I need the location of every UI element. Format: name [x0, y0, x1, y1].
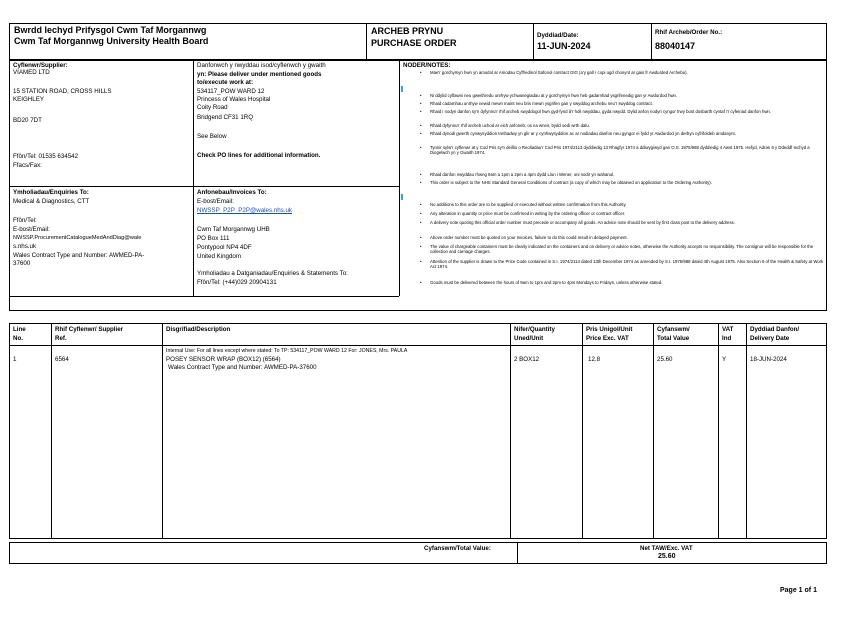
enquiries-email-line[interactable]: s.nhs.uk [13, 243, 37, 250]
enquiries-email-label: E-bost/Email: [13, 226, 50, 233]
note-item: • Any alteration in quantity or price must be confirmed in writing by the ordering officer or contract officer. [404, 211, 824, 217]
supplier-line: KEIGHLEY [13, 96, 44, 103]
invoices-email-label: E-bost/Email: [197, 198, 234, 205]
section-marker [401, 194, 403, 200]
col-header-total: Total Value [657, 335, 690, 342]
delivery-line: See Below [197, 133, 227, 140]
col-header-unit-price: Pris Unigol/Unit [586, 326, 633, 333]
note-item: • Rhaid cadarnhau unrhyw newid mewn maint neu bris mewn ysgrifen gan y swyddog archebu neu'r swyddog contract. [404, 101, 824, 107]
note-text: Any alteration in quantity or price must be confirmed in writing by the ordering officer or contract officer. [430, 211, 626, 216]
page-number: Page 1 of 1 [780, 587, 817, 594]
supplier-label: Cyflenwr/Supplier: [13, 62, 68, 69]
line-items-table [9, 323, 827, 539]
cell-delivery: 18-JUN-2024 [750, 356, 787, 363]
note-item: • Tynnir sylw'r cyflenwr at y Cod Pris sy'n deillio o Reoliadau'r Cod Pris 1974/2113 dyddiedig 13 Rhagfyr 1974 a ddiwygiwyd gan O.S. 1975/988 dyddiedig 4 Awst 1975. Hefyd, Adran 6 y Ddeddf Iechyd a Diogelwch yn y Gwaith 1974. [404, 145, 824, 156]
order-no-value: 88040147 [655, 41, 696, 51]
total-label: Cyfanswm/Total Value: [424, 545, 491, 552]
note-text: Above order number must be quoted on your invoices, failure to do this could result in delayed payment. [430, 235, 628, 240]
note-text: Attention of the supplier is drawn to the Price Code contained in S.I. 1974/2113 dated 13th December 1974 as amended by S.I. 1975/988 dated 4th August 1975. Also Section 6 of the Health & Safety at Work Act 1974. [430, 259, 824, 270]
note-item: • Rhaid dynodi gwerth cynwysyddion trethadwy yn glir ar y cynhwysyddion ac ar nodiadau danfon neu gyngor ei fydd yr Awdurdod yn derbyn cyfrifoldeb amdanynt. [404, 131, 824, 142]
note-text: Rhaid dyfynnu'r rhif archeb uchod ar eich anfoneb, os na wneir, bydd oedi wrth dalu. [430, 123, 590, 128]
col-header-vat: Ind [722, 335, 732, 342]
doc-title-welsh: ARCHEB PRYNU [371, 26, 444, 36]
note-text: No additions to this order are to be supplied or executed without written confirmation from this Authority. [430, 202, 627, 207]
col-header-total: Cyfanswm/ [657, 326, 690, 333]
col-header-quantity: Uned/Unit [514, 335, 544, 342]
note-item: • This order is subject to the NHS Standard General Conditions of contract (a copy of which may be obtained on application to the Ordering Authority). [404, 180, 824, 191]
note-text: Rhaid dynodi gwerth cynwysyddion trethadwy yn glir ar y cynhwysyddion ac ar nodiadau danfon neu gyngor ei fydd yr Awdurdod yn derbyn cyfrifoldeb amdanynt. [430, 131, 736, 136]
enquiries-phone-label: Ffôn/Tel: [13, 217, 37, 224]
invoices-email-link[interactable]: NWSSP_P2P_P2P@wales.nhs.uk [197, 207, 293, 214]
delivery-heading-3: to/execute work at: [197, 79, 254, 86]
col-header-line: No. [13, 335, 23, 342]
col-header-supplier-ref: Rhif Cyflenwr/ Supplier [55, 326, 124, 333]
cell-line: 1 [13, 356, 17, 363]
note-item: • Attention of the supplier is drawn to the Price Code contained in S.I. 1974/2113 dated 13th December 1974 as amended by S.I. 1975/988 dated 4th August 1975. Also Section 6 of the Health & Safety at Work Act 1974. [420, 259, 824, 270]
invoices-address-line: United Kingdom [197, 253, 242, 260]
delivery-heading-1: Danfonwch y nwyddau isod/cyflenwch y gwaith [197, 62, 326, 69]
notes-label: NODER/NOTES: [403, 62, 451, 69]
invoices-address-line: Cwm Taf Morgannwg UHB [197, 226, 270, 233]
note-text: Goods must be delivered between the hours of 9am to 1pm and 2pm to 4pm Mondays to Fridays, unless otherwise stated. [430, 280, 663, 285]
enquiries-label: Ymholiadau/Enquiries To: [13, 189, 89, 196]
note-text: Ni ddylid cyflawni neu gweithredu unrhyw ychwanegiadau at y gorchymyn hwn heb gadarnhad ysgrifenedig gan yr Awdurdod hwn. [430, 93, 678, 98]
enquiries-contract-line: 37600 [13, 260, 31, 267]
note-text: The value of chargeable containers must be clearly indicated on the containers and on delivery or advice notes, otherwise the Authority accepts no responsibility. The consignor will be responsible for the collection and carriage charges. [430, 244, 814, 255]
delivery-line: Check PO lines for additional information. [197, 152, 321, 159]
note-text: A delivery note quoting this official order number must precede or accompany all goods. An advice note should be sent by first class post to the delivery address. [430, 220, 735, 225]
note-item: • A delivery note quoting this official order number must precede or accompany all goods. An advice note should be sent by first class post to the delivery address. [404, 220, 824, 231]
invoices-statements-phone: Ffôn/Tel: (+44)029 20904131 [197, 279, 277, 286]
org-name-welsh: Bwrdd Iechyd Prifysgol Cwm Taf Morgannwg [14, 25, 207, 35]
note-item: • Rhaid i nodyn danfon sy'n dyfynnu'r rhif archeb swyddogol hwn gyd-fynd â'r holl nwyddau, gyda nwydd. Dylid anfon nodyn cyngor trwy bost dosbarth cyntaf i'r cyfeiriad danfon hwn. [404, 109, 824, 120]
note-item: • No additions to this order are to be supplied or executed without written confirmation from this Authority. [404, 202, 824, 208]
cell-quantity: 2 BOX12 [514, 356, 540, 363]
col-header-supplier-ref: Ref. [55, 335, 67, 342]
note-text: Rhaid i nodyn danfon sy'n dyfynnu'r rhif archeb swyddogol hwn gyd-fynd â'r holl nwyddau, gyda nwydd. Dylid anfon nodyn cyngor trwy bost dosbarth cyntaf i'r cyfeiriad danfon hwn. [430, 109, 772, 114]
cell-supplier-ref: 6564 [55, 356, 69, 363]
note-item: • Rhaid danfon nwyddau rhwng 9am a 1pm a 2pm a 4pm dydd Llun i Wener, oni nodir yn wahanol. [404, 172, 824, 178]
col-header-delivery: Delivery Date [750, 335, 790, 342]
doc-title-english: PURCHASE ORDER [371, 38, 457, 48]
org-name-english: Cwm Taf Morgannwg University Health Board [14, 36, 209, 46]
supplier-line: BD20 7DT [13, 117, 42, 124]
net-vat-value: 25.60 [658, 553, 676, 560]
note-item: • Mae'r gorchymyn hwn yn amodol ar Amodau Cyffredinol Safonol contract GIG (a'y gall r copi ogd chonynt ar gais fr Awdurded Archebu). [404, 70, 824, 81]
cell-total: 25.60 [657, 356, 673, 363]
date-value: 11-JUN-2024 [537, 41, 591, 51]
supplier-line: 15 STATION ROAD, CROSS HILLS [13, 88, 112, 95]
net-vat-label: Net TAW/Exc. VAT [640, 545, 693, 552]
invoices-label: Anfonebau/Invoices To: [197, 189, 267, 196]
col-header-line: Line [13, 326, 26, 333]
note-text: Rhaid cadarnhau unrhyw newid mewn maint neu bris mewn ysgrifen gan y swyddog archebu neu'r swyddog contract. [430, 101, 653, 106]
note-text: Mae'r gorchymyn hwn yn amodol ar Amodau Cyffredinol Safonol contract GIG (a'y gall r copi ogd chonynt ar gais fr Awdurded Archebu). [430, 70, 688, 75]
delivery-line: Bridgend CF31 1RQ [197, 114, 254, 121]
col-header-unit-price: Price Exc. VAT [586, 335, 629, 342]
col-header-delivery: Dyddiad Danfon/ [750, 326, 800, 333]
note-text: This order is subject to the NHS Standard General Conditions of contract (a copy of which may be obtained on application to the Ordering Authority). [430, 180, 712, 185]
enquiries-email-line[interactable]: NWSSP.ProcurementCatalogueMedAndDiag@wale [13, 235, 142, 241]
note-item: • Above order number must be quoted on your invoices, failure to do this could result in delayed payment. [404, 235, 824, 241]
cell-unit-price: 12.8 [588, 356, 601, 363]
invoices-statements: Ymholiadau a Datganiadau/Enquiries & Statements To: [197, 270, 348, 277]
supplier-line: VIAMED LTD [13, 69, 50, 76]
delivery-line: Coity Road [197, 104, 228, 111]
note-item: • Goods must be delivered between the hours of 9am to 1pm and 2pm to 4pm Mondays to Fridays, unless otherwise stated. [404, 280, 824, 286]
total-box [9, 542, 827, 564]
note-text: Tynnir sylw'r cyflenwr at y Cod Pris sy'n deillio o Reoliadau'r Cod Pris 1974/2113 dyddiedig 13 Rhagfyr 1974 a ddiwygiwyd gan O.S. 1975/988 dyddiedig 4 Awst 1975. Hefyd, Adran 6 y Ddeddf Iechyd a Diogelwch yn y Gwaith 1974. [430, 145, 810, 156]
invoices-address-line: Pontypool NP4 4DF [197, 244, 252, 251]
delivery-heading-2: yn: Please deliver under mentioned goods [197, 71, 322, 78]
note-item: • The value of chargeable containers must be clearly indicated on the containers and on delivery or advice notes, otherwise the Authority accepts no responsibility. The consignor will be responsible for the collection and carriage charges. [404, 244, 824, 255]
delivery-line: 534117_POW WARD 12 [197, 88, 265, 95]
cell-internal-use: Internal Use: For all lines except where stated: To TP: 534117_POW WARD 12 For: JONES, Mrs. PAULA [166, 348, 408, 354]
section-marker [401, 86, 403, 92]
invoices-address-line: PO Box 111 [197, 235, 230, 242]
supplier-phone: Ffôn/Tel: 01535 634542 [13, 153, 79, 160]
cell-contract: Wales Contract Type and Number: AWMED-PA-37600 [168, 364, 317, 371]
order-no-label: Rhif Archeb/Order No.: [655, 29, 723, 36]
note-item: • Rhaid dyfynnu'r rhif archeb uchod ar eich anfoneb, os na wneir, bydd oedi wrth dalu. [404, 123, 824, 129]
col-header-quantity: Nifer/Quantity [514, 326, 555, 333]
supplier-fax: Ffacs/Fax: [13, 162, 42, 169]
date-label: Dyddiad/Date: [537, 32, 579, 39]
cell-vat: Y [722, 356, 727, 363]
col-header-description: Disgrifiad/Description [166, 326, 231, 333]
delivery-line: Princess of Wales Hospital [197, 96, 271, 103]
col-header-vat: VAT [722, 326, 734, 333]
cell-description: POSEY SENSOR WRAP (BOX12) (6564) [166, 356, 281, 363]
enquiries-dept: Medical & Diagnostics, CTT [13, 198, 90, 205]
note-item: • Ni ddylid cyflawni neu gweithredu unrhyw ychwanegiadau at y gorchymyn hwn heb gadarnhad ysgrifenedig gan yr Awdurdod hwn. [404, 93, 824, 99]
note-text: Rhaid danfon nwyddau rhwng 9am a 1pm a 2pm a 4pm dydd Llun i Wener, oni nodir yn wahanol. [430, 172, 615, 177]
enquiries-contract-line: Wales Contract Type and Number: AWMED-PA- [13, 252, 145, 259]
